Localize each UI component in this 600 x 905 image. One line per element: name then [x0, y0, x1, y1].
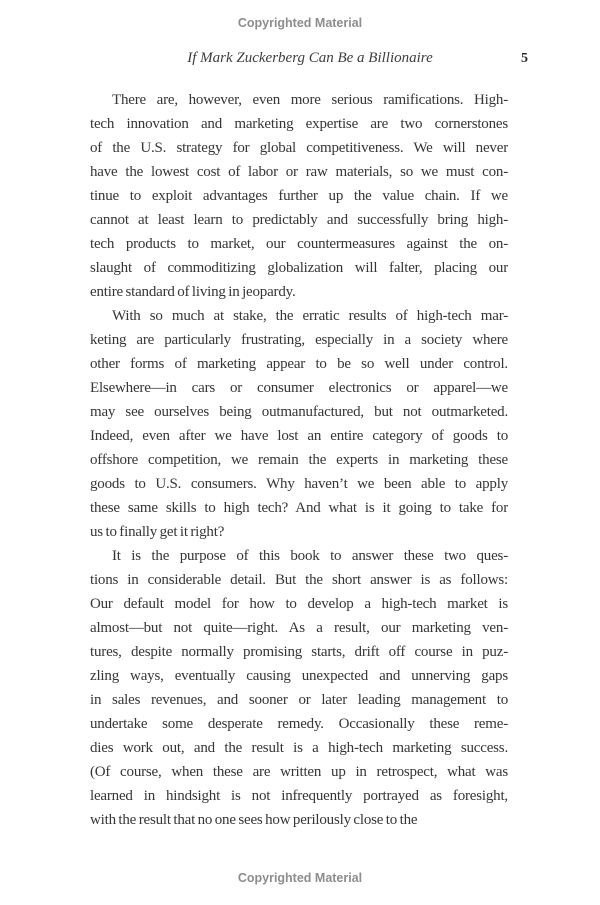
text-line: zling ways, eventually causing unexpected and unnerving gaps	[90, 668, 508, 684]
text-line: in sales revenues, and sooner or later leading management to	[90, 692, 508, 708]
body-text	[90, 88, 508, 832]
text-line: Elsewhere—in cars or consumer electronics or apparel—we	[90, 380, 508, 396]
text-line: dies work out, and the result is a high-tech marketing success.	[90, 740, 508, 756]
text-line: cannot at least learn to predictably and successfully bring high-	[90, 212, 508, 228]
text-line: entire standard of living in jeopardy.	[90, 284, 296, 300]
page-number: 5	[521, 51, 528, 66]
text-line: tech innovation and marketing expertise are two cornerstones	[90, 116, 508, 132]
text-line: offshore competition, we remain the experts in marketing these	[90, 452, 508, 468]
paragraph	[90, 88, 508, 304]
text-line: of the U.S. strategy for global competitiveness. We will never	[90, 140, 508, 156]
text-line: may see ourselves being outmanufactured, but not outmarketed.	[90, 404, 508, 420]
text-line: learned in hindsight is not infrequently portrayed as foresight,	[90, 788, 508, 804]
text-line: almost—but not quite—right. As a result, our marketing ven-	[90, 620, 508, 636]
paragraph	[90, 304, 508, 544]
text-line: these same skills to high tech? And what is it going to take for	[90, 500, 508, 516]
text-line: slaught of commoditizing globalization will falter, placing our	[90, 260, 508, 276]
text-line: keting are particularly frustrating, especially in a society where	[90, 332, 508, 348]
text-line: goods to U.S. consumers. Why haven’t we been able to apply	[90, 476, 508, 492]
text-line: Indeed, even after we have lost an entire category of goods to	[90, 428, 508, 444]
text-line: us to finally get it right?	[90, 524, 225, 540]
copyright-notice-bottom: Copyrighted Material	[237, 871, 363, 885]
text-line: There are, however, even more serious ramifications. High-	[112, 92, 508, 108]
running-header	[90, 50, 530, 70]
text-line: undertake some desperate remedy. Occasionally these reme-	[90, 716, 508, 732]
text-line: other forms of marketing appear to be so well under control.	[90, 356, 508, 372]
text-line: tures, despite normally promising starts, drift off course in puz-	[90, 644, 508, 660]
text-line: It is the purpose of this book to answer these two ques-	[112, 548, 508, 564]
text-line: with the result that no one sees how perilously close to the	[90, 812, 418, 828]
text-line: With so much at stake, the erratic results of high-tech mar-	[112, 308, 508, 324]
running-header-title: If Mark Zuckerberg Can Be a Billionaire	[187, 50, 433, 66]
text-line: tinue to exploit advantages further up the value chain. If we	[90, 188, 508, 204]
text-line: have the lowest cost of labor or raw materials, so we must con-	[90, 164, 508, 180]
text-line: (Of course, when these are written up in retrospect, what was	[90, 764, 508, 780]
text-line: tions in considerable detail. But the short answer is as follows:	[90, 572, 508, 588]
paragraph	[90, 544, 508, 832]
text-line: Our default model for how to develop a high-tech market is	[90, 596, 508, 612]
text-line: tech products to market, our countermeasures against the on-	[90, 236, 508, 252]
copyright-notice-top: Copyrighted Material	[237, 16, 363, 30]
